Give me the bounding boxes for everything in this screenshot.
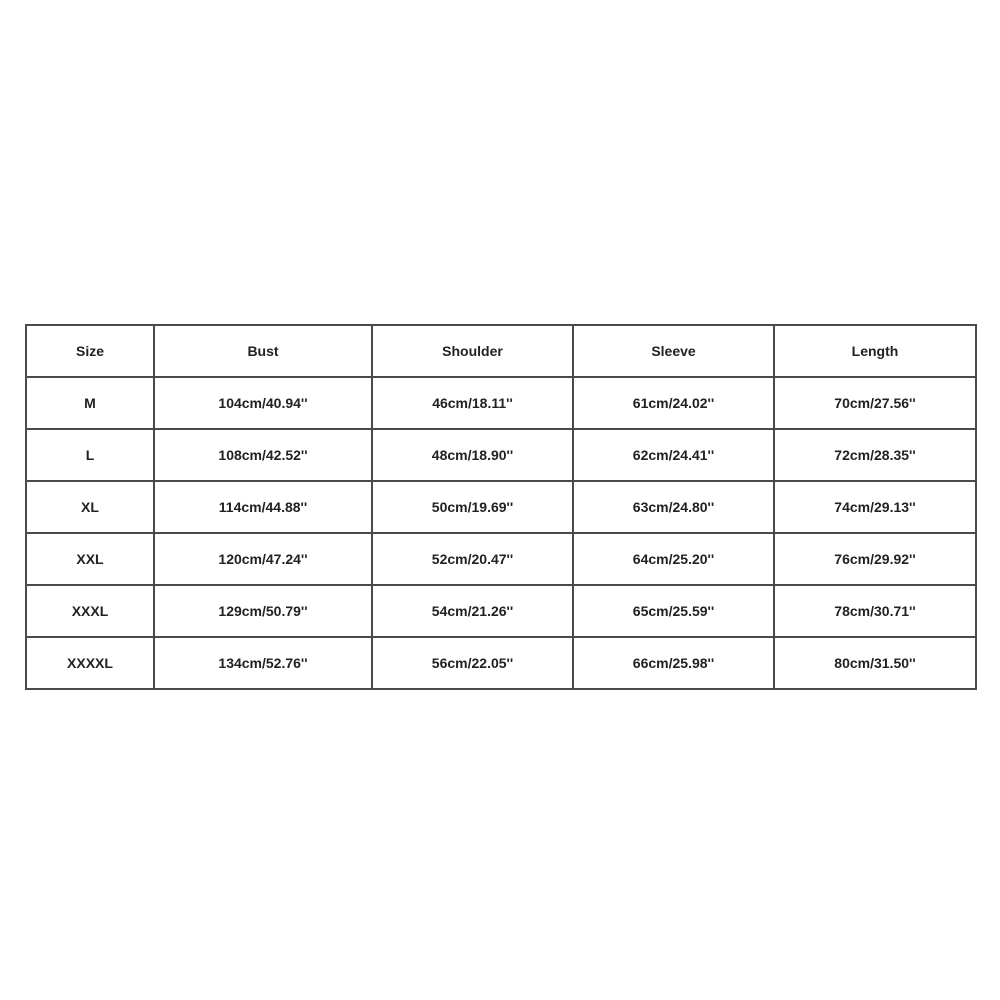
cell-shoulder: 48cm/18.90'' bbox=[372, 429, 573, 481]
cell-length: 74cm/29.13'' bbox=[774, 481, 976, 533]
cell-length: 72cm/28.35'' bbox=[774, 429, 976, 481]
cell-length: 76cm/29.92'' bbox=[774, 533, 976, 585]
cell-bust: 120cm/47.24'' bbox=[154, 533, 372, 585]
cell-size: XL bbox=[26, 481, 154, 533]
table-row bbox=[26, 533, 976, 585]
cell-length: 70cm/27.56'' bbox=[774, 377, 976, 429]
cell-length: 78cm/30.71'' bbox=[774, 585, 976, 637]
cell-bust: 134cm/52.76'' bbox=[154, 637, 372, 689]
table-row bbox=[26, 481, 976, 533]
cell-sleeve: 61cm/24.02'' bbox=[573, 377, 774, 429]
cell-shoulder: 54cm/21.26'' bbox=[372, 585, 573, 637]
table-row bbox=[26, 585, 976, 637]
header-sleeve: Sleeve bbox=[573, 325, 774, 377]
cell-sleeve: 63cm/24.80'' bbox=[573, 481, 774, 533]
cell-size: XXXXL bbox=[26, 637, 154, 689]
cell-shoulder: 52cm/20.47'' bbox=[372, 533, 573, 585]
cell-shoulder: 46cm/18.11'' bbox=[372, 377, 573, 429]
cell-sleeve: 62cm/24.41'' bbox=[573, 429, 774, 481]
cell-sleeve: 64cm/25.20'' bbox=[573, 533, 774, 585]
header-shoulder: Shoulder bbox=[372, 325, 573, 377]
cell-bust: 108cm/42.52'' bbox=[154, 429, 372, 481]
table-row bbox=[26, 637, 976, 689]
cell-sleeve: 66cm/25.98'' bbox=[573, 637, 774, 689]
cell-size: XXXL bbox=[26, 585, 154, 637]
cell-shoulder: 56cm/22.05'' bbox=[372, 637, 573, 689]
cell-sleeve: 65cm/25.59'' bbox=[573, 585, 774, 637]
cell-size: XXL bbox=[26, 533, 154, 585]
size-chart-table bbox=[25, 324, 977, 690]
cell-shoulder: 50cm/19.69'' bbox=[372, 481, 573, 533]
header-size: Size bbox=[26, 325, 154, 377]
cell-length: 80cm/31.50'' bbox=[774, 637, 976, 689]
header-length: Length bbox=[774, 325, 976, 377]
table-row bbox=[26, 377, 976, 429]
cell-size: M bbox=[26, 377, 154, 429]
header-bust: Bust bbox=[154, 325, 372, 377]
cell-bust: 104cm/40.94'' bbox=[154, 377, 372, 429]
table-header-row bbox=[26, 325, 976, 377]
cell-size: L bbox=[26, 429, 154, 481]
cell-bust: 114cm/44.88'' bbox=[154, 481, 372, 533]
cell-bust: 129cm/50.79'' bbox=[154, 585, 372, 637]
table-row bbox=[26, 429, 976, 481]
